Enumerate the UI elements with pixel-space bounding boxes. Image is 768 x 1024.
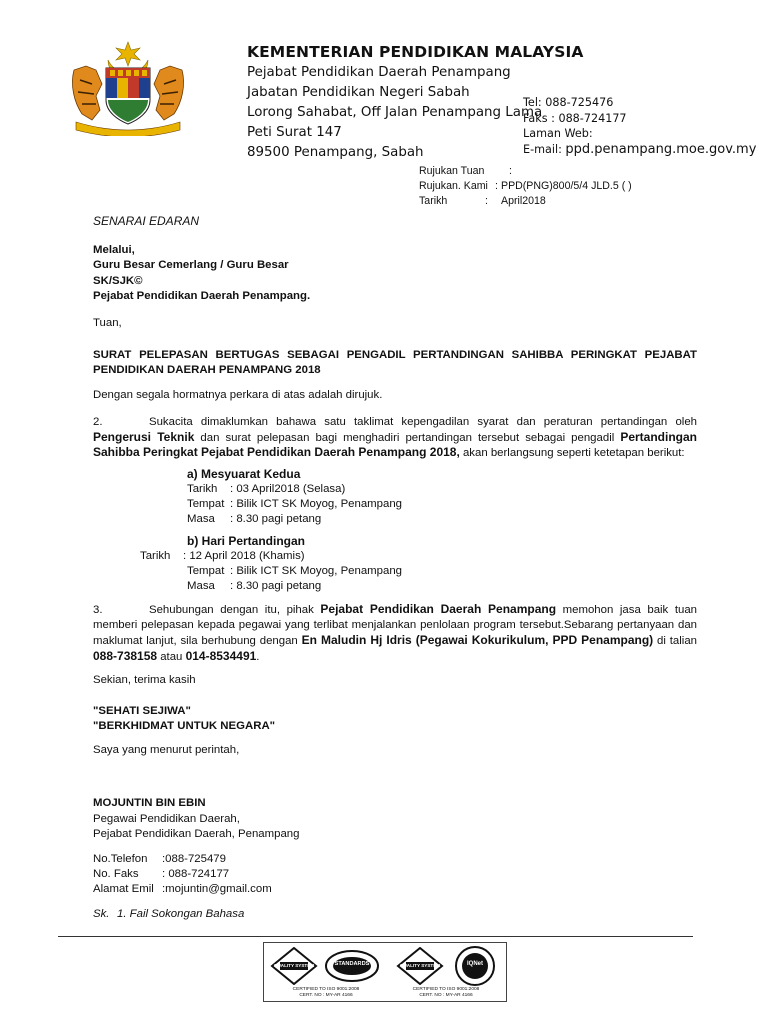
contact-value: :mojuntin@gmail.com bbox=[162, 883, 272, 896]
event-title: a) Mesyuarat Kedua bbox=[187, 467, 301, 481]
event-value: : 12 April 2018 (Khamis) bbox=[183, 550, 305, 562]
reference-row bbox=[419, 164, 632, 179]
contact-label: No.Telefon bbox=[93, 853, 148, 865]
address-line: Peti Surat 147 bbox=[247, 125, 342, 140]
paragraph-text: dan surat pelepasan bagi menghadiri pertandingan tersebut sebagai pengadil bbox=[194, 431, 621, 444]
event-value: : 03 April2018 (Selasa) bbox=[230, 483, 346, 495]
reference-row bbox=[419, 194, 632, 209]
contact-block bbox=[523, 95, 756, 157]
event-row bbox=[187, 482, 402, 497]
address-line: Jabatan Pendidikan Negeri Sabah bbox=[247, 85, 470, 100]
reference-value: PPD(PNG)800/5/4 JLD.5 ( ) bbox=[501, 180, 632, 192]
contact-label: Alamat Emil bbox=[93, 883, 154, 896]
event-row bbox=[140, 579, 402, 594]
iqnet-badge bbox=[452, 946, 498, 986]
salutation: Tuan, bbox=[93, 317, 122, 329]
paragraph-text: akan berlangsung seperti ketetapan berikut: bbox=[459, 447, 685, 459]
event-label: Tempat bbox=[187, 498, 225, 510]
website-link[interactable]: ppd.penampang.moe.gov.my bbox=[565, 141, 757, 157]
paragraph-bold: Pejabat Pendidikan Daerah Penampang bbox=[320, 602, 557, 616]
paragraph-text: . bbox=[256, 651, 260, 663]
event-value: : 8.30 pagi petang bbox=[230, 580, 322, 592]
website-label: Laman Web: bbox=[523, 127, 593, 140]
paragraph-bold: Pertandingan Sahibba Peringkat Pejabat Pendidikan Daerah Penampang 2018, bbox=[93, 429, 697, 459]
paragraph-text: Sehubungan dengan itu, pihak bbox=[149, 604, 321, 616]
motto-line: "SEHATI SEJIWA" bbox=[93, 705, 191, 717]
contact-value: : 088-724177 bbox=[162, 868, 230, 881]
motto-block bbox=[93, 704, 275, 733]
email-label: E-mail: bbox=[523, 142, 562, 156]
reference-sep: : bbox=[495, 180, 498, 192]
reference-sep: : bbox=[485, 195, 488, 207]
cert-text bbox=[404, 987, 488, 999]
event-label: Tarikh bbox=[140, 550, 171, 562]
event-label: Tempat bbox=[187, 565, 225, 577]
senarai-edaran: SENARAI EDARAN bbox=[93, 214, 200, 228]
badge-text: IQNet bbox=[466, 961, 483, 967]
contact-row bbox=[93, 867, 272, 882]
quality-system-badge bbox=[396, 947, 444, 985]
event-value: : Bilik ICT SK Moyog, Penampang bbox=[230, 498, 402, 510]
reference-value: April2018 bbox=[501, 195, 546, 207]
event-label: Masa bbox=[187, 513, 215, 525]
address-line: Pejabat Pendidikan Daerah Penampang bbox=[247, 65, 511, 80]
paragraph-3 bbox=[93, 602, 697, 665]
cert-line: CERTIFIED TO ISO 9001:2008 bbox=[292, 987, 360, 992]
contact-row bbox=[93, 852, 272, 867]
paragraph-number: 2. bbox=[93, 416, 103, 428]
signatory-titles bbox=[93, 812, 299, 842]
cert-line: CERT. NO : MY-AR 4166 bbox=[419, 993, 473, 998]
email-row bbox=[523, 142, 756, 158]
reference-label: Rujukan. Kami bbox=[419, 180, 488, 192]
recipient-line: Pejabat Pendidikan Daerah Penampang. bbox=[93, 289, 311, 302]
reference-block bbox=[419, 164, 632, 209]
contact-value: :088-725479 bbox=[162, 853, 226, 865]
quality-system-badge bbox=[270, 947, 318, 985]
address-line: 89500 Penampang, Sabah bbox=[247, 145, 424, 160]
reference-label: Rujukan Tuan bbox=[419, 165, 485, 177]
event-row bbox=[187, 512, 402, 527]
signatory-title: Pejabat Pendidikan Daerah, Penampang bbox=[93, 828, 300, 840]
contact-row bbox=[93, 882, 272, 897]
closing: Sekian, terima kasih bbox=[93, 674, 196, 686]
event-row bbox=[140, 549, 402, 564]
sk-label: Sk. bbox=[93, 908, 110, 920]
certification-strip bbox=[263, 942, 507, 1002]
event-label: Tarikh bbox=[187, 483, 218, 495]
opening-paragraph: Dengan segala hormatnya perkara di atas adalah dirujuk. bbox=[93, 389, 383, 401]
paragraph-text: Sukacita dimaklumkan bahawa satu taklimat kepengadilan syarat dan peraturan pertandingan oleh bbox=[149, 416, 697, 428]
reference-row bbox=[419, 179, 632, 194]
event-details bbox=[187, 482, 402, 527]
recipient-block bbox=[93, 243, 310, 304]
paragraph-number: 3. bbox=[93, 604, 103, 616]
footer-rule bbox=[58, 936, 693, 937]
badge-text: QUALITY SYSTEM bbox=[399, 963, 441, 968]
subject: SURAT PELEPASAN BERTUGAS SEBAGAI PENGADIL PERTANDINGAN SAHIBBA PERINGKAT PEJABAT PENDIDIKAN DAERAH PENAMPANG 2018 bbox=[93, 349, 697, 376]
paragraph-bold: Pengerusi Teknik bbox=[93, 429, 195, 444]
badge-text: QUALITY SYSTEM bbox=[273, 963, 315, 968]
event-value: : 8.30 pagi petang bbox=[230, 513, 322, 525]
paragraph-bold: 088-738158 bbox=[93, 649, 158, 663]
signatory-name: MOJUNTIN BIN EBIN bbox=[93, 797, 206, 809]
event-row bbox=[187, 497, 402, 512]
coat-of-arms bbox=[68, 40, 188, 136]
reference-sep: : bbox=[509, 165, 512, 177]
event-row bbox=[140, 564, 402, 579]
recipient-line: SK/SJK© bbox=[93, 274, 143, 287]
paragraph-text: di talian bbox=[653, 635, 697, 647]
signatory-title: Pegawai Pendidikan Daerah, bbox=[93, 813, 240, 825]
motto-line: "BERKHIDMAT UNTUK NEGARA" bbox=[93, 719, 276, 732]
recipient-line: Guru Besar Cemerlang / Guru Besar bbox=[93, 259, 289, 272]
paragraph-text: memohon jasa baik tuan memberi pelepasan kepada pegawai yang terlibat menjalankan penlolaan program tersebut.Sebarang pertanyaan dan maklumat lanjut, sila berhubung dengan bbox=[93, 604, 698, 647]
paragraph-text: atau bbox=[157, 651, 186, 663]
badge-text: STANDARDS bbox=[334, 961, 370, 967]
saya-line: Saya yang menurut perintah, bbox=[93, 744, 240, 756]
cert-line: CERTIFIED TO ISO 9001:2008 bbox=[412, 987, 480, 992]
event-label: Masa bbox=[187, 580, 215, 592]
office-address bbox=[247, 63, 542, 163]
paragraph-2 bbox=[93, 415, 697, 461]
paragraph-bold: En Maludin Hj Idris (Pegawai Kokurikulum, PPD Penampang) bbox=[301, 633, 654, 647]
signatory-contacts bbox=[93, 852, 272, 898]
event-title: b) Hari Pertandingan bbox=[187, 534, 306, 548]
telephone: Tel: 088-725476 bbox=[523, 96, 614, 109]
sk-item: 1. Fail Sokongan Bahasa bbox=[117, 908, 245, 920]
cert-text bbox=[284, 987, 368, 999]
reference-label: Tarikh bbox=[419, 195, 448, 207]
fax: Faks : 088-724177 bbox=[523, 111, 627, 125]
sk-line bbox=[93, 908, 244, 920]
cert-line: CERT. NO : MY-AR 4166 bbox=[299, 993, 353, 998]
event-details bbox=[140, 549, 402, 594]
address-line: Lorong Sahabat, Off Jalan Penampang Lama bbox=[247, 105, 543, 120]
event-value: : Bilik ICT SK Moyog, Penampang bbox=[230, 565, 402, 577]
recipient-line: Melalui, bbox=[93, 244, 135, 256]
contact-label: No. Faks bbox=[93, 868, 139, 881]
ministry-name: KEMENTERIAN PENDIDIKAN MALAYSIA bbox=[247, 43, 584, 61]
standards-badge bbox=[324, 949, 380, 983]
paragraph-bold: 014-8534491 bbox=[185, 649, 257, 663]
